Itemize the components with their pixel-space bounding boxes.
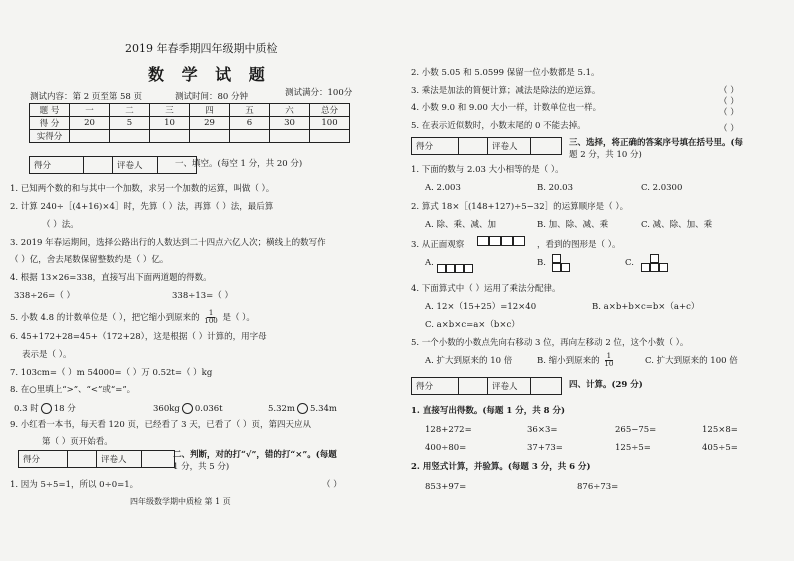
page-footer: 四年级数学期中质检 第 1 页 <box>130 497 231 506</box>
score-cell: 100 <box>310 117 350 130</box>
vertical-calc-2: 876÷73= <box>577 482 619 492</box>
score-table <box>29 103 350 143</box>
score-blank[interactable] <box>84 157 113 173</box>
compare-circle[interactable] <box>41 403 52 414</box>
square <box>446 264 455 273</box>
square <box>552 263 561 272</box>
sec1-q4a: 338÷26=（ ） <box>14 291 75 301</box>
sec3-q1: 1. 下面的数与 2.03 大小相等的是（ ）。 <box>411 165 564 175</box>
sec3-q3-option-c: C. <box>625 258 634 268</box>
section-3-title-2: 题 2 分，共 10 分) <box>569 150 642 160</box>
sec3-q4a: A. 12×（15+25）=12×40 <box>425 302 537 312</box>
cube <box>477 236 489 246</box>
sec3-q5c: C. 扩大到原来的 100 倍 <box>645 356 738 366</box>
sec2-q3-paren[interactable]: （ ） <box>719 86 739 96</box>
cube <box>489 236 501 246</box>
col-header: 二 <box>110 104 150 117</box>
section-1-title: 一、填空。(每空 1 分，共 20 分) <box>175 159 303 169</box>
sec1-q8: 8. 在○里填上“>”、“<”或“=”。 <box>10 385 136 395</box>
option-c-figure <box>641 254 668 272</box>
sec2-q4-paren[interactable]: （ ） <box>719 108 739 118</box>
calc-item: 125×8= <box>702 425 738 435</box>
grader-blank[interactable] <box>142 451 174 467</box>
compare-item-1 <box>14 403 76 415</box>
fraction-denominator: 100 <box>204 317 218 325</box>
sec1-q5 <box>10 310 255 325</box>
fraction <box>604 353 613 368</box>
calc-item: 36×3= <box>527 425 558 435</box>
square <box>561 263 570 272</box>
sec3-q5: 5. 一个小数的小数点先向右移动 3 位，再向左移动 2 位，这个小数（ ）。 <box>411 338 689 348</box>
score-blank[interactable] <box>459 138 488 154</box>
square <box>659 263 668 272</box>
fraction <box>204 310 217 325</box>
grader-label: 评卷人 <box>488 138 531 154</box>
compare-left: 0.3 时 <box>14 404 39 414</box>
grader-box-sec2 <box>18 450 175 468</box>
full-score: 测试满分：100分 <box>285 88 353 98</box>
grader-box-sec3 <box>411 137 562 155</box>
sec3-q5b-text: B. 缩小到原来的 <box>537 356 600 366</box>
sec3-q3-rest: ，看到的图形是（ ）。 <box>537 240 621 250</box>
score-label: 得分 <box>412 378 459 394</box>
score-table-header-row <box>30 104 350 117</box>
grader-blank[interactable] <box>531 378 561 394</box>
sec1-q5-rest: 是（ ）。 <box>222 313 255 323</box>
sec1-q1: 1. 已知两个数的和与其中一个加数，求另一个加数的运算，叫做（ ）。 <box>10 184 275 194</box>
actual-score-cell[interactable] <box>110 130 150 143</box>
sec3-q2: 2. 算式 18×［(148+127)÷5−32］的运算顺序是（ ）。 <box>411 202 629 212</box>
sec3-q4: 4. 下面算式中（ ）运用了乘法分配律。 <box>411 284 561 294</box>
option-a-figure <box>437 264 477 273</box>
sec2-q3: 3. 乘法是加法的简便计算；减法是除法的逆运算。 <box>411 86 601 96</box>
exam-title: 2019 年春季期四年级期中质检 <box>125 42 278 55</box>
section-4-title: 四、计算。(29 分) <box>569 380 643 390</box>
calc-item: 125÷5= <box>615 443 651 453</box>
calc-item: 37+73= <box>527 443 563 453</box>
sec3-q4c: C. a×b×c=a×（b×c） <box>425 320 520 330</box>
compare-item-3 <box>268 403 337 415</box>
col-header: 一 <box>70 104 110 117</box>
fraction-denominator: 10 <box>604 360 614 368</box>
actual-score-cell[interactable] <box>230 130 270 143</box>
sec3-q1b: B. 20.03 <box>537 183 573 193</box>
row-label: 得 分 <box>30 117 70 130</box>
sec2-q5-paren[interactable]: （ ） <box>719 124 739 134</box>
sec1-q2b: （ ）法。 <box>42 220 79 230</box>
compare-circle[interactable] <box>297 403 308 414</box>
section-3-title: 三、选择，将正确的答案序号填在括号里。(每 <box>569 138 744 148</box>
sec3-q1c: C. 2.0300 <box>641 183 683 193</box>
sec4-sub1: 1. 直接写出得数。(每题 1 分，共 8 分) <box>411 406 566 416</box>
calc-item: 265−75= <box>615 425 657 435</box>
cube <box>513 236 525 246</box>
sec1-q3: 3. 2019 年春运期间，选择公路出行的人数达到二十四点六亿人次；横线上的数写作 <box>10 238 326 248</box>
compare-circle[interactable] <box>182 403 193 414</box>
square <box>641 263 650 272</box>
sec1-q6: 6. 45+172+28=45+（172+28），这是根据（ ）计算的，用字母 <box>10 332 267 342</box>
sec2-q2-paren[interactable]: （ ） <box>719 97 739 107</box>
grader-blank[interactable] <box>531 138 561 154</box>
section-2-title: 二、判断，对的打“√”，错的打“×”。(每题 <box>173 450 337 460</box>
sec3-q3-option-a: A. <box>425 258 434 268</box>
option-b-figure <box>552 254 570 272</box>
subject-title: 数 学 试 题 <box>148 65 271 84</box>
score-label: 得分 <box>19 451 68 467</box>
grader-label: 评卷人 <box>97 451 142 467</box>
calc-item: 405÷5= <box>702 443 738 453</box>
section-2-title-2: 1 分，共 5 分) <box>173 462 230 472</box>
score-cell: 29 <box>190 117 230 130</box>
sec1-q9b: 第（ ）页开始看。 <box>42 437 113 447</box>
compare-left: 5.32m <box>268 404 295 414</box>
sec2-q1: 1. 因为 5÷5=1，所以 0÷0=1。 <box>10 480 139 490</box>
score-table-score-row <box>30 117 350 130</box>
score-blank[interactable] <box>459 378 488 394</box>
vertical-calc-1: 853+97= <box>425 482 467 492</box>
row-label: 题 号 <box>30 104 70 117</box>
grader-label: 评卷人 <box>113 157 158 173</box>
score-label: 得分 <box>412 138 459 154</box>
sec3-q2a: A. 除、乘、减、加 <box>425 220 497 230</box>
calc-item: 400÷80= <box>425 443 467 453</box>
calc-item: 128+272= <box>425 425 472 435</box>
sec4-sub2: 2. 用竖式计算，并验算。(每题 3 分，共 6 分) <box>411 462 591 472</box>
fraction-numerator: 1 <box>606 352 612 360</box>
grader-box-sec1 <box>29 156 197 174</box>
compare-right: 0.036t <box>194 404 223 414</box>
sec3-q3-option-b: B. <box>537 258 546 268</box>
col-header: 总分 <box>310 104 350 117</box>
square <box>437 264 446 273</box>
col-header: 五 <box>230 104 270 117</box>
square <box>552 254 561 263</box>
square <box>650 254 659 263</box>
sec3-q1a: A. 2.003 <box>425 183 461 193</box>
score-cell: 10 <box>150 117 190 130</box>
sec2-q2: 2. 小数 5.05 和 5.0599 保留一位小数都是 5.1。 <box>411 68 600 78</box>
score-cell: 5 <box>110 117 150 130</box>
score-label: 得分 <box>30 157 84 173</box>
actual-score-cell[interactable] <box>310 130 350 143</box>
cube <box>501 236 513 246</box>
score-cell: 30 <box>270 117 310 130</box>
compare-left: 360kg <box>153 404 180 414</box>
sec3-q2c: C. 减、除、加、乘 <box>641 220 713 230</box>
sec1-q4: 4. 根据 13×26=338，直接写出下面两道题的得数。 <box>10 273 212 283</box>
row-label: 实得分 <box>30 130 70 143</box>
actual-score-cell[interactable] <box>190 130 230 143</box>
sec3-q5a: A. 扩大到原来的 10 倍 <box>425 356 513 366</box>
square <box>650 263 659 272</box>
sec1-q5-text: 5. 小数 4.8 的计数单位是（ ），把它缩小到原来的 <box>10 313 200 323</box>
score-cell: 20 <box>70 117 110 130</box>
sec1-q4b: 338÷13=（ ） <box>172 291 233 301</box>
sec1-q2: 2. 计算 240÷［(4+16)×4］时，先算（ ）法，再算（ ）法，最后算 <box>10 202 274 212</box>
score-table-actual-row <box>30 130 350 143</box>
sec2-q1-paren[interactable]: （ ） <box>322 480 342 490</box>
sec3-q2b: B. 加、除、减、乘 <box>537 220 609 230</box>
compare-item-2 <box>153 403 223 415</box>
sec2-q4: 4. 小数 9.0 和 9.00 大小一样，计数单位也一样。 <box>411 103 602 113</box>
sec1-q3b: （ ）亿，舍去尾数保留整数约是（ ）亿。 <box>10 255 169 265</box>
col-header: 六 <box>270 104 310 117</box>
fraction-numerator: 1 <box>208 309 214 317</box>
compare-right: 18 分 <box>53 404 76 414</box>
col-header: 四 <box>190 104 230 117</box>
square <box>464 264 473 273</box>
actual-score-cell[interactable] <box>270 130 310 143</box>
grader-label: 评卷人 <box>488 378 531 394</box>
sec2-q5: 5. 在表示近似数时，小数末尾的 0 不能去掉。 <box>411 121 586 131</box>
sec1-q9: 9. 小红看一本书，每天看 120 页，已经看了 3 天，已看了（ ）页，第四天应从 <box>10 420 311 430</box>
sec3-q4b: B. a×b+b×c=b×（a+c） <box>592 302 700 312</box>
compare-right: 5.34m <box>310 404 337 414</box>
score-blank[interactable] <box>68 451 97 467</box>
actual-score-cell[interactable] <box>150 130 190 143</box>
actual-score-cell[interactable] <box>70 130 110 143</box>
test-scope: 测试内容：第 2 页至第 58 页 <box>30 92 143 102</box>
col-header: 三 <box>150 104 190 117</box>
square <box>455 264 464 273</box>
sec3-q5b <box>537 353 615 368</box>
test-time: 测试时间：80 分钟 <box>175 92 249 102</box>
score-cell: 6 <box>230 117 270 130</box>
sec1-q7: 7. 103cm=（ ）m 54000=（ ）万 0.52t=（ ）kg <box>10 368 213 378</box>
sec3-q3: 3. 从正面观察 <box>411 240 465 250</box>
sec1-q6b: 表示是（ ）。 <box>22 350 72 360</box>
cube-3d-figure <box>477 236 537 246</box>
grader-box-sec4 <box>411 377 562 395</box>
